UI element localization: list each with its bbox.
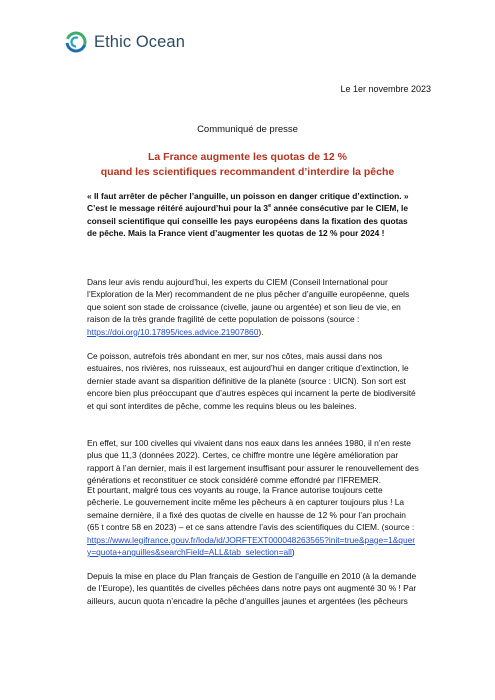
lead-superscript: e (268, 203, 272, 210)
legifrance-link[interactable]: https://www.legifrance.gouv.fr/loda/id/JORFTEXT000048263565?init=true&page=1&query=quota+anguilles&searchField=ALL&tab_selection=all (87, 534, 416, 558)
paragraph-quotas (87, 484, 419, 558)
paragraph-text: Et pourtant, malgré tous ces voyants au rouge, la France autorise toujours cette pêcherie. Le gouvernement incite même les pêcheurs à en capturer toujours plus ! La semaine dernière, il a fixé des quotas de civelle en hausse de 12 % pour l’an prochain (65 t contre 58 en 2023) – et ce sans attendre l’avis des scientifiques du CIEM. (source : (87, 485, 415, 533)
headline-line-2: quand les scientifiques recommandent d’interdire la pêche (100, 166, 395, 178)
paragraph-statistics: En effet, sur 100 civelles qui vivaient dans nos eaux dans les années 1980, il n’en reste plus que 11,3 (données 2022). Certes, ce chiffre montre une légère amélioration par rapport à l’an dernier, mais il est largement insuffisant pour assurer le renouvellement des générations et reconstituer ce stock considéré comme effondré par l’IFREMER. (87, 438, 419, 486)
lead-text-1: « Il faut arrêter de pêcher l’anguille, un poisson en danger critique d’extinction. » C’est le message réitéré aujourd’hui pour la 3 (87, 191, 409, 214)
ethic-ocean-logo-icon (64, 30, 88, 54)
lead-paragraph (87, 190, 419, 240)
paragraph-ciem-advice (87, 276, 419, 338)
ethic-ocean-logo (64, 30, 185, 54)
paragraph-text: Dans leur avis rendu aujourd’hui, les experts du CIEM (Conseil International pour l’Exploration de la Mer) recommandent de ne plus pêcher d’anguille européenne, quels que soient son stade de croissance (civelle, jaune ou argentée) et son lieu de vie, en raison de la très grande fragilité de cette population de poissons (source : (87, 277, 410, 325)
headline-line-1: La France augmente les quotas de 12 % (148, 151, 347, 163)
paragraph-extinction: Ce poisson, autrefois très abondant en mer, sur nos côtes, mais aussi dans nos estuaires, nos rivières, nos ruisseaux, est aujourd’hui en danger critique d’extinction, le dernier stade avant sa disparition définitive de la planète (source : UICN). Son sort est encore bien plus préoccupant que d’autres espèces qui incarnent la perte de biodiversité et qui sont interdites de pêche, comme les requins bleus ou les baleines. (87, 351, 416, 411)
logo-wordmark: Ethic Ocean (94, 32, 185, 51)
paragraph-text-end: ) (291, 547, 295, 558)
publication-date: Le 1er novembre 2023 (340, 84, 431, 94)
paragraph-text-end: ). (258, 326, 264, 337)
lead-text-2: année consécutive par le CIEM, le conseil scientifique qui conseille les pays européens dans la fixation des quotas de pêche. Mais la France vient d’augmenter les quotas de 12 % pour 2024 ! (87, 203, 409, 239)
headline (60, 150, 435, 180)
doi-link[interactable]: https://doi.org/10.17895/ices.advice.21907860 (87, 326, 259, 337)
paragraph-management-plan: Depuis la mise en place du Plan français de Gestion de l’anguille en 2010 (à la demande de l’Europe), les quantités de civelles pêchées dans notre pays ont augmenté 30 % ! Par ailleurs, aucun quota n’encadre la pêche d’anguilles jaunes et argentées (les pêcheurs (87, 571, 417, 606)
document-type: Communiqué de presse (197, 124, 298, 135)
